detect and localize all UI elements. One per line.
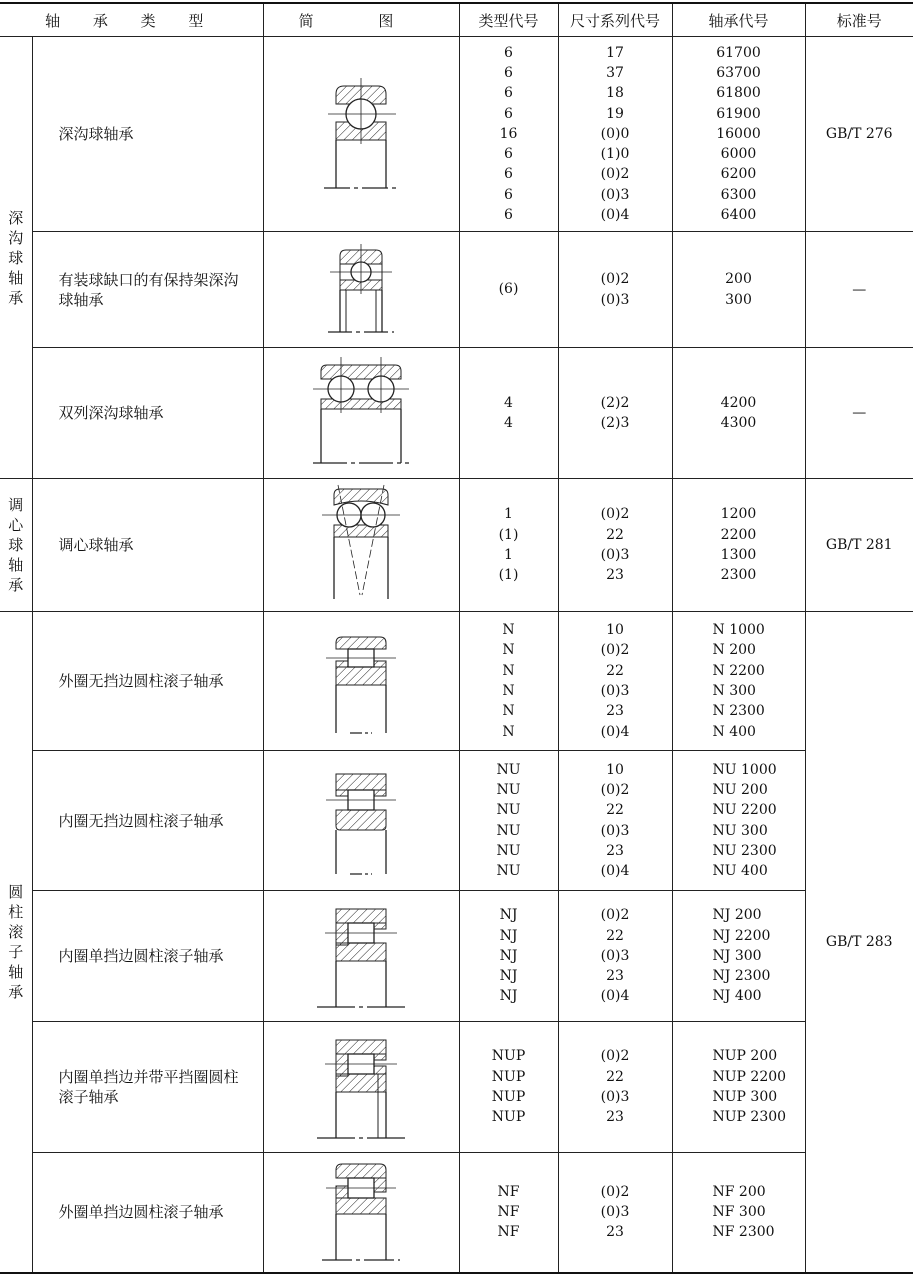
type-code-cell: 1 (1) 1 (1) (459, 479, 558, 612)
group-self-aligning: 调 心 球 轴 承 (0, 479, 32, 612)
size-series-cell: (2)2 (2)3 (558, 348, 672, 479)
cylindrical-roller-n-diagram (316, 621, 406, 741)
bearing-type-name: 内圈单挡边并带平挡圈圆柱滚子轴承 (32, 1022, 263, 1153)
bearing-figure (263, 37, 459, 232)
bearing-table (0, 2, 913, 1274)
cylindrical-roller-nup-diagram (311, 1028, 411, 1146)
bearing-type-name: 双列深沟球轴承 (32, 348, 263, 479)
size-series-cell: 10 (0)2 22 (0)3 23 (0)4 (558, 751, 672, 891)
header-standard: 标准号 (805, 3, 913, 37)
size-series-cell: (0)2 (0)3 (558, 232, 672, 348)
type-code-cell: NU NU NU NU NU NU (459, 751, 558, 891)
bearing-code-cell: NUP 200 NUP 2200 NUP 300 NUP 2300 (672, 1022, 805, 1153)
table-row (0, 1022, 913, 1153)
table-row (0, 479, 913, 612)
bearing-type-name: 调心球轴承 (32, 479, 263, 612)
bearing-type-name: 深沟球轴承 (32, 37, 263, 232)
group-cylindrical-roller: 圆 柱 滚 子 轴 承 (0, 612, 32, 1273)
bearing-code-cell: 200 300 (672, 232, 805, 348)
bearing-type-name: 内圈单挡边圆柱滚子轴承 (32, 891, 263, 1022)
size-series-cell: 17 37 18 19 (0)0 (1)0 (0)2 (0)3 (0)4 (558, 37, 672, 232)
bearing-figure (263, 751, 459, 891)
standard-cell: GB/T 276 (805, 37, 913, 232)
bearing-figure (263, 1022, 459, 1153)
bearing-figure (263, 1153, 459, 1273)
header-bearing-code: 轴承代号 (672, 3, 805, 37)
type-code-cell: N N N N N N (459, 612, 558, 751)
size-series-cell: (0)2 22 (0)3 23 (0)4 (558, 891, 672, 1022)
slot-filled-ball-bearing-diagram (316, 242, 406, 338)
bearing-code-cell: NF 200 NF 300 NF 2300 (672, 1153, 805, 1273)
bearing-code-cell: 1200 2200 1300 2300 (672, 479, 805, 612)
standard-cell: — (805, 232, 913, 348)
standard-cell: GB/T 281 (805, 479, 913, 612)
table-row (0, 612, 913, 751)
type-code-cell: 6 6 6 6 16 6 6 6 6 (459, 37, 558, 232)
bearing-figure (263, 479, 459, 612)
size-series-cell: (0)2 22 (0)3 23 (558, 1022, 672, 1153)
bearing-figure (263, 891, 459, 1022)
group-deep-groove: 深 沟 球 轴 承 (0, 37, 32, 479)
bearing-code-cell: 61700 63700 61800 61900 16000 6000 6200 6300 6400 (672, 37, 805, 232)
type-code-cell: (6) (459, 232, 558, 348)
header-size-series: 尺寸系列代号 (558, 3, 672, 37)
table-row (0, 348, 913, 479)
bearing-figure (263, 232, 459, 348)
bearing-code-cell: NU 1000 NU 200 NU 2200 NU 300 NU 2300 NU 400 (672, 751, 805, 891)
table-row (0, 891, 913, 1022)
table-header (0, 3, 913, 37)
standard-cell: GB/T 283 (805, 612, 913, 1273)
double-row-ball-bearing-diagram (311, 355, 411, 471)
bearing-figure (263, 348, 459, 479)
bearing-type-name: 内圈无挡边圆柱滚子轴承 (32, 751, 263, 891)
type-code-cell: NJ NJ NJ NJ NJ (459, 891, 558, 1022)
cylindrical-roller-nu-diagram (316, 760, 406, 882)
bearing-type-name: 外圈无挡边圆柱滚子轴承 (32, 612, 263, 751)
bearing-code-cell: 4200 4300 (672, 348, 805, 479)
cylindrical-roller-nj-diagram (311, 897, 411, 1015)
bearing-code-cell: N 1000 N 200 N 2200 N 300 N 2300 N 400 (672, 612, 805, 751)
bearing-type-name: 有装球缺口的有保持架深沟球轴承 (32, 232, 263, 348)
table-row (0, 232, 913, 348)
size-series-cell: (0)2 (0)3 23 (558, 1153, 672, 1273)
type-code-cell: NF NF NF (459, 1153, 558, 1273)
header-figure: 简 图 (263, 3, 459, 37)
size-series-cell: (0)2 22 (0)3 23 (558, 479, 672, 612)
cylindrical-roller-nf-diagram (316, 1156, 406, 1268)
size-series-cell: 10 (0)2 22 (0)3 23 (0)4 (558, 612, 672, 751)
bearing-figure (263, 612, 459, 751)
type-code-cell: NUP NUP NUP NUP (459, 1022, 558, 1153)
table-row (0, 37, 913, 232)
type-code-cell: 4 4 (459, 348, 558, 479)
table-row (0, 751, 913, 891)
header-bearing-type: 轴 承 类 型 (0, 3, 263, 37)
bearing-code-cell: NJ 200 NJ 2200 NJ 300 NJ 2300 NJ 400 (672, 891, 805, 1022)
header-type-code: 类型代号 (459, 3, 558, 37)
bearing-type-name: 外圈单挡边圆柱滚子轴承 (32, 1153, 263, 1273)
self-aligning-ball-bearing-diagram (316, 483, 406, 607)
table-row (0, 1153, 913, 1273)
deep-groove-ball-bearing-diagram (316, 74, 406, 194)
standard-cell: — (805, 348, 913, 479)
